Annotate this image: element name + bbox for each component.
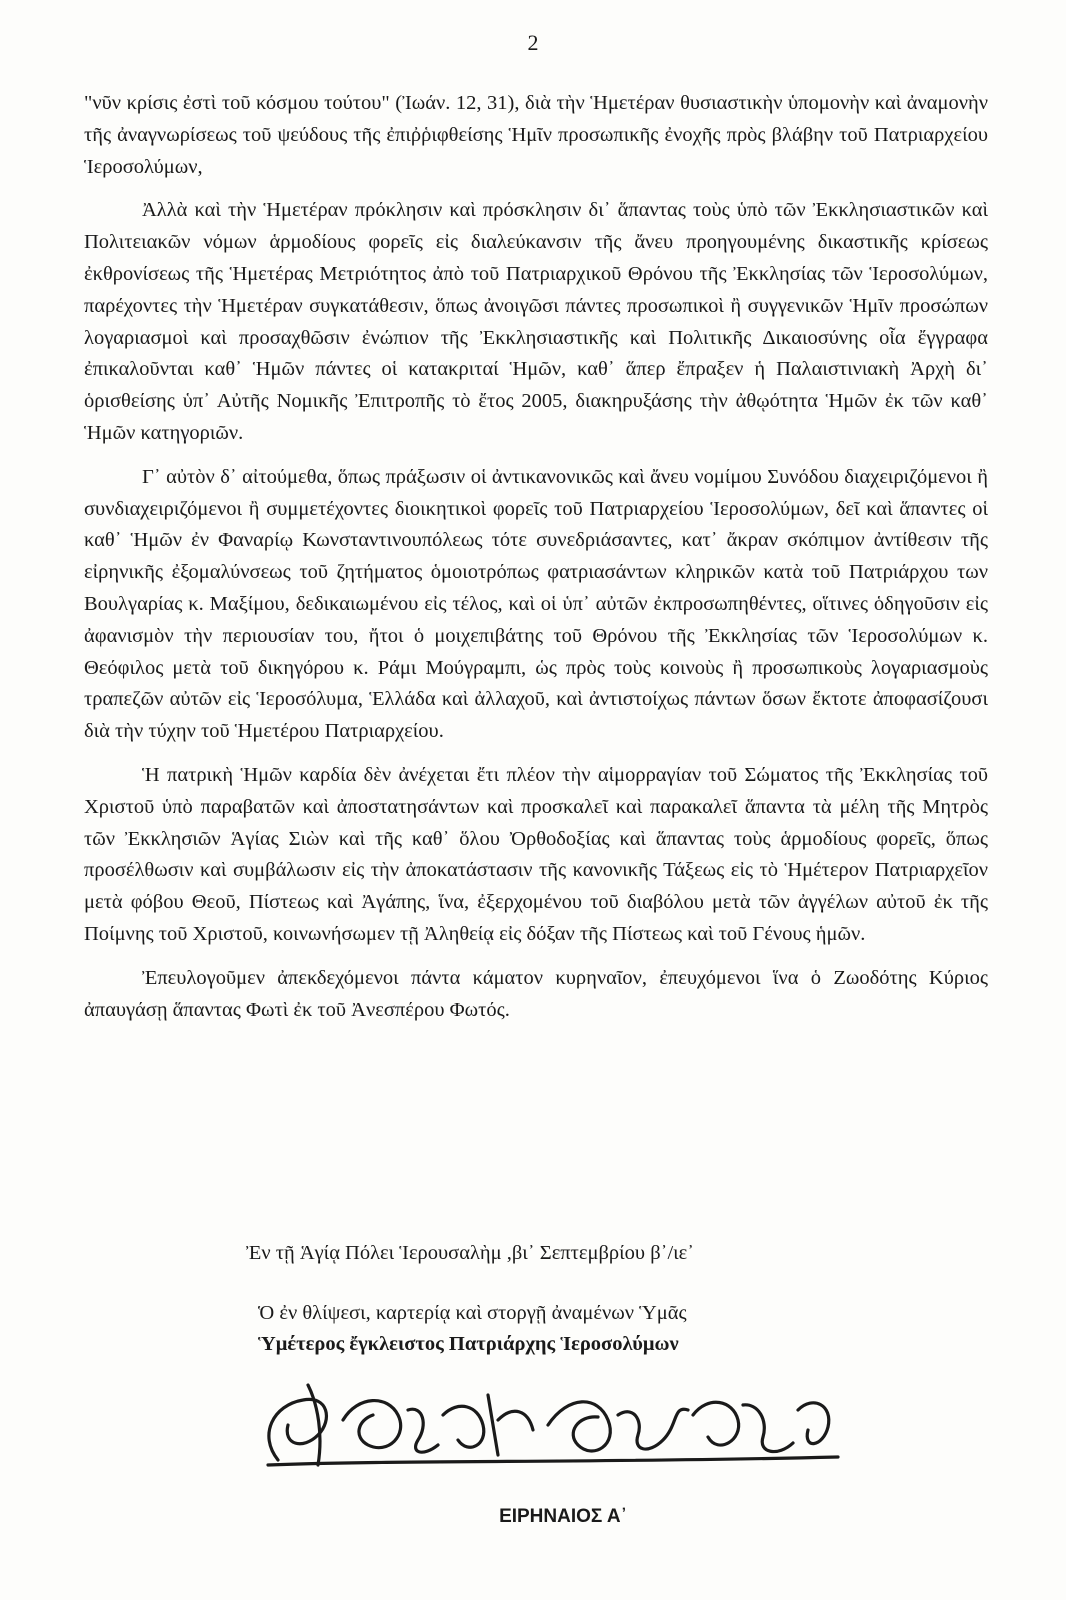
paragraph-1: "νῦν κρίσις ἐστὶ τοῦ κόσμου τούτου" (Ἰωάν. 12, 31), διὰ τὴν Ἡμετέραν θυσιαστικὴν ὑπομονὴν καὶ ἀναμονὴν τῆς ἀναγνωρίσεως τοῦ ψεύδους τῆς ἐπιῤῥιφθείσης Ἡμῖν προσωπικῆς ἐνοχῆς πρὸς βλάβην τοῦ Πατριαρχείου Ἱεροσολύμων, xyxy=(84,92,988,178)
closing-line: Ὁ ἐν θλίψεσι, καρτερίᾳ καὶ στοργῇ ἀναμένων Ὑμᾶς xyxy=(258,1302,687,1324)
handwritten-signature xyxy=(248,1365,848,1475)
paragraph-4: Ἡ πατρικὴ Ἡμῶν καρδία δὲν ἀνέχεται ἔτι πλέον τὴν αἱμορραγίαν τοῦ Σώματος τῆς Ἐκκλησίας τοῦ Χριστοῦ ὑπὸ παραβατῶν καὶ ἀποστατησάντων καὶ προσκαλεῖ καὶ παρακαλεῖ ἅπαντα τὰ μέλη τῆς Μητρὸς τῶν Ἐκκλησιῶν Ἁγίας Σιὼν καὶ τῆς καθ᾿ ὅλου Ὀρθοδοξίας καὶ ἅπαντας τοὺς ἁρμοδίους φορεῖς, ὅπως προσέλθωσιν καὶ συμβάλωσιν εἰς τὴν ἀποκατάστασιν τῆς κανονικῆς Τάξεως εἰς τὸ Ἡμέτερον Πατριαρχεῖον μετὰ φόβου Θεοῦ, Πίστεως καὶ Ἀγάπης, ἵνα, ἐξερχομένου τοῦ διαβόλου μετὰ τῶν ἀγγέλων αὐτοῦ ἐκ τῆς Ποίμνης τοῦ Χριστοῦ, κοινωνήσωμεν τῇ Ἀληθείᾳ εἰς δόξαν τῆς Πίστεως καὶ τοῦ Γένους ἡμῶν. xyxy=(84,763,988,945)
letter-body xyxy=(84,88,988,1038)
page-number: 2 xyxy=(527,30,539,55)
paragraph-5: Ἐπευλογοῦμεν ἀπεκδεχόμενοι πάντα κάματον κυρηναῖον, ἐπευχόμενοι ἵνα ὁ Ζωοδότης Κύριος ἀπαυγάσῃ ἅπαντας Φωτὶ ἐκ τοῦ Ἀνεσπέρου Φωτός. xyxy=(84,966,988,1021)
paragraph-2: Ἀλλὰ καὶ τὴν Ἡμετέραν πρόκλησιν καὶ πρόσκλησιν δι᾿ ἅπαντας τοὺς ὑπὸ τῶν Ἐκκλησιαστικῶν καὶ Πολιτειακῶν νόμων ἁρμοδίους φορεῖς εἰς διαλεύκανσιν τῆς ἄνευ προηγουμένης δικαστικῆς κρίσεως ἐκθρονίσεως τῆς Ἡμετέρας Μετριότητος ἀπὸ τοῦ Πατριαρχικοῦ Θρόνου τῆς Ἐκκλησίας τῶν Ἱεροσολύμων, παρέχοντες τὴν Ἡμετέραν συγκατάθεσιν, ὅπως ἀνοιγῶσι πάντες προσωπικοὶ ἢ συγγενικῶν Ἡμῖν προσώπων λογαριασμοὶ καὶ προσαχθῶσιν ἐνώπιον τῆς Ἐκκλησιαστικῆς καὶ Πολιτικῆς Δικαιοσύνης οἷα ἔγγραφα ἐπικαλοῦνται καθ᾿ Ἡμῶν πάντες οἱ κατακριταί Ἡμῶν, καθ᾿ ἅπερ ἔπραξεν ἡ Παλαιστινιακὴ Ἀρχὴ δι᾿ ὁρισθείσης ὑπ᾿ Αὐτῆς Νομικῆς Ἐπιτροπῆς τὸ ἔτος 2005, διακηρυξάσης τὴν ἀθῳότητα Ἡμῶν ἐκ τῶν καθ᾿ Ἡμῶν κατηγοριῶν. xyxy=(84,199,988,444)
place-and-date: Ἐν τῇ Ἁγίᾳ Πόλει Ἱερουσαλὴμ ,βι᾿ Σεπτεμβρίου β᾿/ιε᾿ xyxy=(246,1242,695,1264)
closing-block xyxy=(258,1298,958,1360)
closing-title: Ὑμέτερος ἔγκλειστος Πατριάρχης Ἱεροσολύμων xyxy=(258,1333,679,1355)
signer-name: ΕΙΡΗΝΑΙΟΣ Α᾿ xyxy=(499,1506,627,1527)
paragraph-3: Γ᾿ αὐτὸν δ᾿ αἰτούμεθα, ὅπως πράξωσιν οἱ ἀντικανονικῶς καὶ ἄνευ νομίμου Συνόδου διαχειριζόμενοι ἢ συνδιαχειριζόμενοι ἢ συμμετέχοντες διοικητικοὶ φορεῖς τοῦ Πατριαρχείου Ἱεροσολύμων, δεῖ καὶ ἅπαντες οἱ καθ᾿ Ἡμῶν ἐν Φαναρίῳ Κωνσταντινουπόλεως τότε συνεδριάσαντες, κατ᾿ ἄκραν σκόπιμον ἀντίθεσιν τῆς εἰρηνικῆς ἐξομαλύνσεως τοῦ ζητήματος ὁμοιοτρόπως φατριασάντων κληρικῶν κατὰ τοῦ Πατριάρχου των Βουλγαρίας κ. Μαξίμου, δεδικαιωμένου εἰς τέλος, καὶ οἱ ὑπ᾿ αὐτῶν ἐκπροσωπηθέντες, οἵτινες ὁδηγοῦσιν εἰς ἀφανισμὸν τὴν περιουσίαν του, ἤτοι ὁ μοιχεπιβάτης τοῦ Θρόνου τῆς Ἐκκλησίας τῶν Ἱεροσολύμων κ. Θεόφιλος μετὰ τοῦ δικηγόρου κ. Ράμι Μούγραμπι, ὡς πρὸς τοὺς κοινοὺς ἢ προσωπικοὺς λογαριασμοὺς τραπεζῶν αὐτῶν εἰς Ἱεροσόλυμα, Ἑλλάδα καὶ ἀλλαχοῦ, καὶ ἀντιστοίχως πάντων ὅσων ἔκτοτε ἀποφασίζουσι διὰ τὴν τύχην τοῦ Ἡμετέρου Πατριαρχείου. xyxy=(84,465,988,743)
